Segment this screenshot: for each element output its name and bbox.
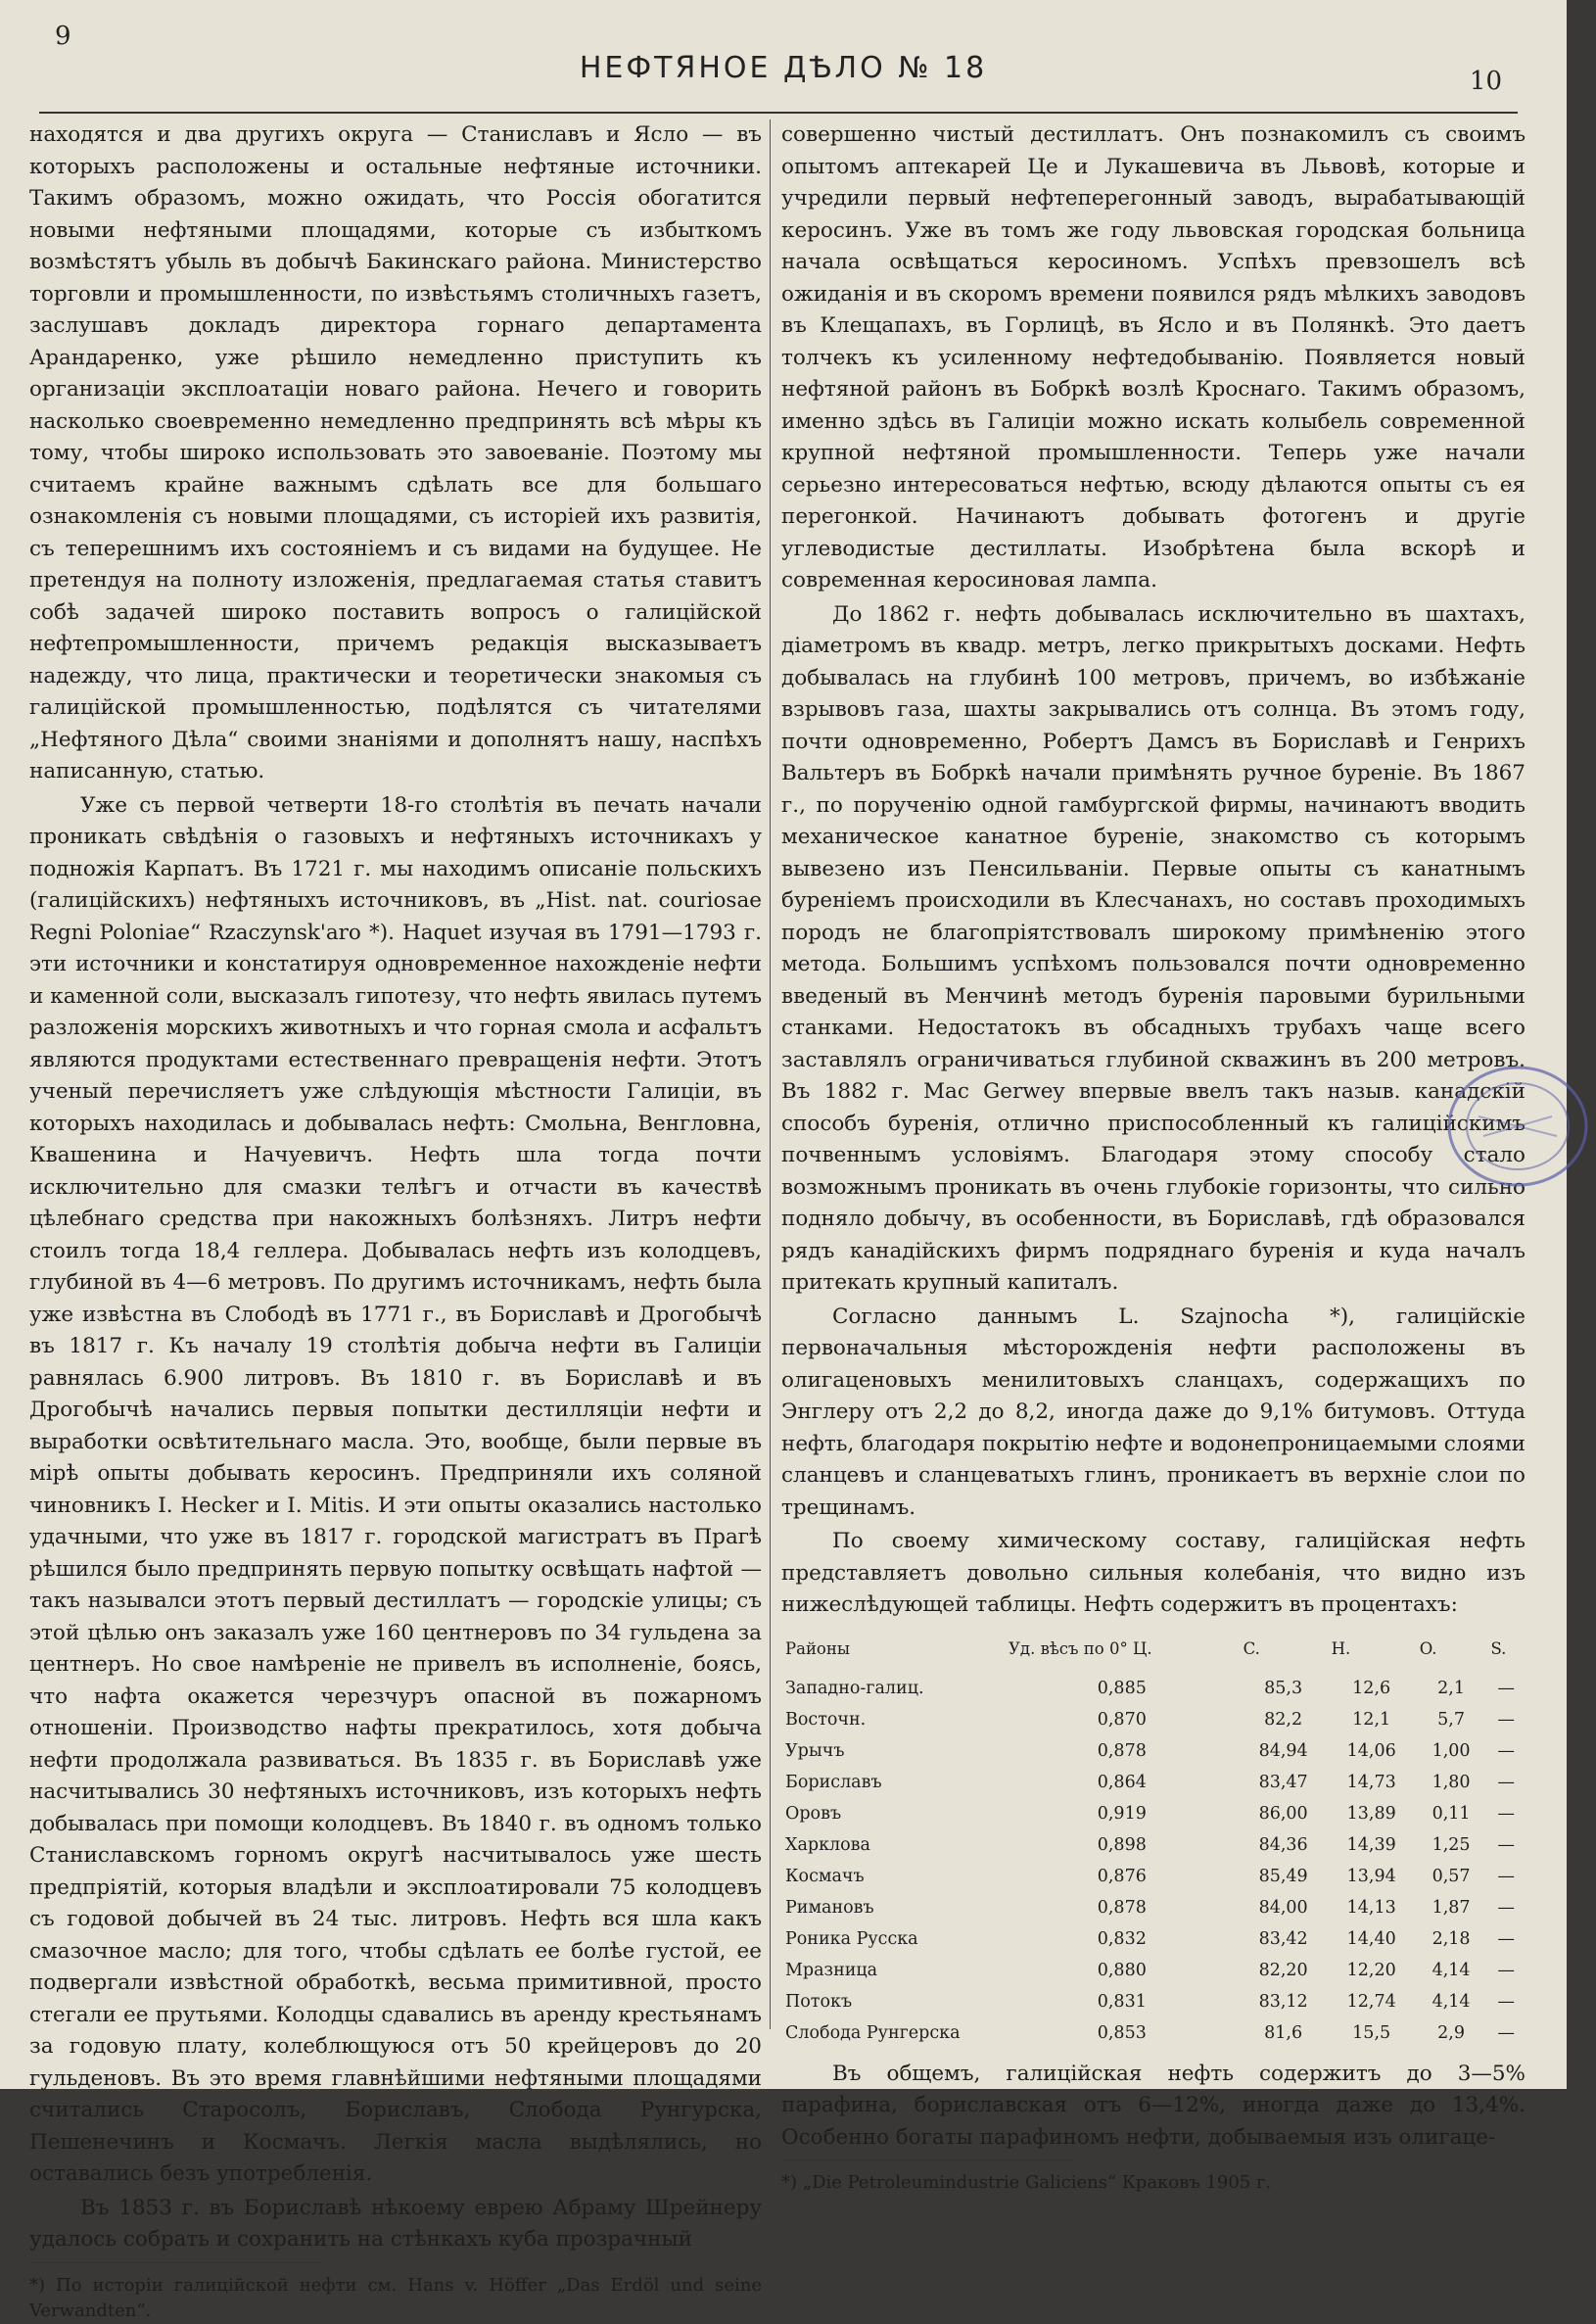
district-name-cell: Роника Русска: [785, 1928, 918, 1949]
value-cell: 1,80: [1432, 1772, 1471, 1792]
header-sulfur: S.: [1490, 1638, 1507, 1658]
value-cell: 0,919: [1097, 1803, 1147, 1824]
district-name-cell: Потокъ: [785, 1991, 853, 2012]
district-name-cell: Космачъ: [785, 1866, 865, 1886]
value-cell: —: [1497, 1991, 1515, 2012]
table-row: [781, 1798, 1526, 1829]
district-name-cell: Бориславъ: [785, 1772, 882, 1792]
left-footnote: *) По исторіи галиційской нефти см. Hans v. Höffer „Das Erdöl und seine Verwandten“.: [29, 2274, 762, 2321]
header-districts: Районы: [785, 1638, 850, 1658]
value-cell: 84,36: [1258, 1834, 1308, 1855]
value-cell: 4,14: [1432, 1991, 1471, 2012]
value-cell: 15,5: [1352, 2022, 1391, 2043]
value-cell: —: [1497, 1709, 1515, 1730]
value-cell: 0,57: [1432, 1866, 1471, 1886]
value-cell: 0,870: [1097, 1709, 1147, 1730]
value-cell: 14,73: [1346, 1772, 1396, 1792]
value-cell: 12,1: [1352, 1709, 1391, 1730]
header-oxygen: O.: [1419, 1638, 1437, 1658]
value-cell: 14,13: [1346, 1897, 1396, 1918]
value-cell: 84,00: [1258, 1897, 1308, 1918]
value-cell: 2,18: [1432, 1928, 1471, 1949]
right-paragraph-4: По своему химическому составу, галиційская нефть представляетъ довольно сильныя колебанія, что видно изъ нижеслѣдующей таблицы. Нефть содержитъ въ процентахъ:: [781, 1529, 1526, 1617]
value-cell: —: [1497, 2022, 1515, 2043]
value-cell: 83,12: [1258, 1991, 1308, 2012]
value-cell: 4,14: [1432, 1960, 1471, 1980]
table-row: [781, 1673, 1526, 1704]
right-paragraph-5: Въ общемъ, галиційская нефть содержитъ до 3—5% парафина, бориславская отъ 6—12%, иногда даже до 13,4%. Особенно богаты парафиномъ нефти, добываемыя изъ олигаце-: [781, 2061, 1526, 2150]
value-cell: —: [1497, 1834, 1515, 1855]
table-row: [781, 1704, 1526, 1735]
right-footnote: *) „Die Petroleumindustrie Galiciens“ Краковъ 1905 г.: [781, 2172, 1272, 2193]
left-column: [29, 119, 762, 2324]
right-paragraph-3: Согласно даннымъ L. Szajnocha *), галиційскіе первоначальныя мѣсторожденія нефти расположены въ олигаценовыхъ менилитовыхъ сланцахъ, содержащихъ по Энглеру отъ 2,2 до 8,2, иногда даже до 9,1% битумовъ. Оттуда нефть, благодаря покрытію нефте и водонепроницаемыми слоями сланцевъ и сланцеватыхъ глинъ, проникаетъ въ верхніе слои по трещинамъ.: [781, 1304, 1526, 1520]
left-paragraph-3: Въ 1853 г. въ Бориславѣ нѣкоему еврею Абраму Шрейнеру удалось собрать и сохранить на стѣнкахъ куба прозрачный: [29, 2195, 762, 2252]
table-row: [781, 1892, 1526, 1923]
table-row: [781, 1735, 1526, 1767]
value-cell: 81,6: [1264, 2022, 1303, 2043]
table-body: [781, 1673, 1526, 2049]
right-paragraph-2: До 1862 г. нефть добывалась исключительно въ шахтахъ, діаметромъ въ квадр. метръ, легко прикрытыхъ досками. Нефть добывалась на глубинѣ 100 метровъ, причемъ, во избѣжаніе взрывовъ газа, шахты закрывались отъ солнца. Въ этомъ году, почти одновременно, Робертъ Дамсъ въ Бориславѣ и Генрихъ Вальтеръ въ Бобркѣ начали примѣнять ручное буреніе. Въ 1867 г., по порученію одной гамбургской фирмы, начинаютъ вводить механическое канатное буреніе, знакомство съ которымъ вывезено изъ Пенсильваніи. Первые опыты съ канатнымъ буреніемъ происходили въ Клесчанахъ, но составъ проходимыхъ породъ не благопріятствовалъ широкому примѣненію этого метода. Большимъ успѣхомъ пользовался почти одновременно введеный въ Менчинѣ методъ буренія паровыми бурильными станками. Недостатокъ въ обсадныхъ трубахъ чаще всего заставлялъ ограничиваться глубиной скважинъ въ 200 метровъ. Въ 1882 г. Mac Gerwey впервые ввелъ такъ назыв. канадскій способъ буренія, отлично приспособленный къ галиційскимъ почвеннымъ условіямъ. Благодаря этому способу стало возможнымъ проникать въ очень глубокіе горизонты, что сильно подняло добычу, въ особенности, въ Бориславѣ, гдѣ образовался рядъ канадійскихъ фирмъ подряднаго буренія и куда началъ притекать крупный капиталъ.: [781, 601, 1526, 1295]
table-header-row: [781, 1634, 1526, 1673]
value-cell: 12,74: [1346, 1991, 1396, 2012]
value-cell: 1,25: [1432, 1834, 1471, 1855]
value-cell: —: [1497, 1772, 1515, 1792]
value-cell: 82,2: [1264, 1709, 1303, 1730]
value-cell: 12,20: [1346, 1960, 1396, 1980]
value-cell: 14,40: [1346, 1928, 1396, 1949]
value-cell: —: [1497, 1678, 1515, 1698]
left-paragraph-2: Уже съ первой четверти 18-го столѣтія въ печать начали проникать свѣдѣнія о газовыхъ и нефтяныхъ источникахъ у подножія Карпатъ. Въ 1721 г. мы находимъ описаніе польскихъ (галиційскихъ) нефтяныхъ источниковъ, въ „Hist. nat. couriosae Regni Poloniae“ Rzaczynsk'aro *). Haquet изучая въ 1791—1793 г. эти источники и констатируя одновременное нахожденіе нефти и каменной соли, высказалъ гипотезу, что нефть явилась путемъ разложенія морскихъ животныхъ и что горная смола и асфальтъ являются продуктами естественнаго превращенія нефти. Этотъ ученый перечисляетъ уже слѣдующія мѣстности Галиціи, въ которыхъ находилась и добывалась нефть: Смольна, Венгловна, Квашенина и Начуевичъ. Нефть шла тогда почти исключительно для смазки телѣгъ и отчасти въ качествѣ цѣлебнаго средства при накожныхъ болѣзняхъ. Литръ нефти стоилъ тогда 18,4 геллера. Добывалась нефть изъ колодцевъ, глубиной въ 4—6 метровъ. По другимъ источникамъ, нефть была уже извѣстна въ Слободѣ въ 1771 г., въ Бориславѣ и Дрогобычѣ въ 1817 г. Къ началу 19 столѣтія добыча нефти въ Галиціи равнялась 6.900 литровъ. Въ 1810 г. въ Бориславѣ и въ Дрогобычѣ начались первыя попытки дестилляціи нефти и выработки освѣтительнаго масла. Это, вообще, были первые въ мірѣ опыты добывать керосинъ. Предприняли ихъ соляной чиновникъ I. Hecker и I. Mitis. И эти опыты оказались настолько удачными, что уже въ 1817 г. городской магистратъ въ Прагѣ рѣшился было предпринять первую попытку освѣщать нафтой — такъ называлси этотъ первый дестиллатъ — городскіе улицы; съ этой цѣлью онъ заказалъ уже 160 центнеровъ по 34 гульдена за центнеръ. Но свое намѣреніе не привелъ въ исполненіе, боясь, что нафта окажется черезчуръ опасной въ пожарномъ отношеніи. Производство нафты прекратилось, хотя добыча нефти продолжала развиваться. Въ 1835 г. въ Бориславѣ уже насчитывались 30 нефтяныхъ источниковъ, изъ которыхъ нефть добывалась при помощи колодцевъ. Въ 1840 г. въ одномъ только Станиславскомъ горномъ округѣ насчитывалось уже шесть предпріятій, которыя владѣли и эксплоатировали 75 колодцевъ съ годовой добычей въ 24 тыс. литровъ. Нефть вся шла какъ смазочное масло; для того, чтобы сдѣлать ее болѣе густой, ее подвергали извѣстной обработкѣ, весьма примитивной, просто стегали ее прутьями. Колодцы сдавались въ аренду крестьянамъ за годовую плату, колеблющуюся отъ 50 крейцеровъ до 20 гульденовъ. Въ это время главнѣйшими нефтяными площадями считались Старосолъ, Бориславъ, Слобода Рунгурска, Пешенечинъ и Космачъ. Легкія масла выдѣлялись, но оставались безъ употребленія.: [29, 792, 762, 2186]
footnote-rule-left: [29, 2262, 323, 2263]
district-name-cell: Урычъ: [785, 1740, 845, 1761]
header-carbon: C.: [1243, 1638, 1260, 1658]
right-column: [781, 119, 1526, 2196]
district-name-cell: Слобода Рунгерска: [785, 2022, 961, 2043]
table-row: [781, 1767, 1526, 1798]
district-name-cell: Оровъ: [785, 1803, 842, 1824]
right-paragraph-1: совершенно чистый дестиллатъ. Онъ познакомилъ съ своимъ опытомъ аптекарей Це и Лукашевича въ Львовѣ, которые и учредили первый нефтеперегонный заводъ, вырабатывающій керосинъ. Уже въ томъ же году львовская городская больница начала освѣщаться керосиномъ. Успѣхъ превзошелъ всѣ ожиданія и въ скоромъ времени появился рядъ мѣлкихъ заводовъ въ Клещапахъ, въ Горлицѣ, въ Ясло и въ Полянкѣ. Это даетъ толчекъ къ усиленному нефтедобыванію. Появляется новый нефтяной районъ въ Бобркѣ возлѣ Кроснаго. Такимъ образомъ, именно здѣсь въ Галиціи можно искать колыбель современной крупной нефтяной промышленности. Теперь уже начали серьезно интересоваться нефтью, всюду дѣлаются опыты съ ея перегонкой. Начинаютъ добывать фотогенъ и другіе углеводистые дестиллаты. Изобрѣтена была вскорѣ и современная керосиновая лампа.: [781, 122, 1526, 593]
district-name-cell: Восточн.: [785, 1709, 867, 1730]
value-cell: 83,47: [1258, 1772, 1308, 1792]
value-cell: 0,831: [1097, 1991, 1147, 2012]
value-cell: 1,00: [1432, 1740, 1471, 1761]
value-cell: 12,6: [1352, 1678, 1391, 1698]
value-cell: 13,94: [1346, 1866, 1396, 1886]
table-row: [781, 1829, 1526, 1861]
value-cell: 0,864: [1097, 1772, 1147, 1792]
left-paragraph-1: находятся и два другихъ округа — Станиславъ и Ясло — въ которыхъ расположены и остальные нефтяные источники. Такимъ образомъ, можно ожидать, что Россія обогатится новыми нефтяными площадями, которые съ избыткомъ возмѣстятъ убыль въ добычѣ Бакинскаго района. Министерство торговли и промышленности, по извѣстьямъ столичныхъ газетъ, заслушавъ докладъ директора горнаго департамента Арандаренко, уже рѣшило немедленно приступить къ организаціи эксплоатаціи новаго района. Нечего и говорить насколько своевременно немедленно предпринять всѣ мѣры къ тому, чтобы широко использовать это завоеваніе. Поэтому мы считаемъ крайне важнымъ сдѣлать все для большаго ознакомленія съ новыми площадями, съ исторіей ихъ развитія, съ теперешнимъ ихъ состояніемъ и съ видами на будущее. Не претендуя на полноту изложенія, предлагаемая статья ставитъ собѣ задачей широко поставить вопросъ о галиційской нефтепромышленности, причемъ редакція высказываетъ надежду, что лица, практически и теоретически знакомыя съ галиційской промышленностью, подѣлятся съ читателями „Нефтяного Дѣла“ своими знаніями и дополнятъ нашу, наспѣхъ написанную, статью.: [29, 122, 762, 783]
value-cell: —: [1497, 1803, 1515, 1824]
library-stamp: [1439, 1058, 1596, 1195]
district-name-cell: Мразница: [785, 1960, 878, 1980]
table-row: [781, 1923, 1526, 1955]
header-specific-gravity: Уд. вѣсъ по 0° Ц.: [1009, 1638, 1152, 1658]
table-row: [781, 1861, 1526, 1892]
value-cell: 2,9: [1437, 2022, 1465, 2043]
district-name-cell: Западно-галиц.: [785, 1678, 924, 1698]
footnote-rule-right: [781, 2159, 1075, 2160]
value-cell: —: [1497, 1960, 1515, 1980]
district-name-cell: Римановъ: [785, 1897, 874, 1918]
value-cell: 0,885: [1097, 1678, 1147, 1698]
table-row: [781, 1955, 1526, 1986]
value-cell: 0,11: [1432, 1803, 1471, 1824]
value-cell: 0,878: [1097, 1740, 1147, 1761]
header-rule: [39, 112, 1518, 114]
value-cell: —: [1497, 1928, 1515, 1949]
value-cell: 13,89: [1346, 1803, 1396, 1824]
value-cell: 1,87: [1432, 1897, 1471, 1918]
value-cell: 85,3: [1264, 1678, 1303, 1698]
value-cell: 0,898: [1097, 1834, 1147, 1855]
oil-composition-table: [781, 1634, 1526, 2049]
district-name-cell: Харклова: [785, 1834, 870, 1855]
value-cell: 82,20: [1258, 1960, 1308, 1980]
value-cell: —: [1497, 1897, 1515, 1918]
journal-title: НЕФТЯНОЕ ДѢЛО № 18: [579, 51, 988, 85]
value-cell: 0,876: [1097, 1866, 1147, 1886]
value-cell: 84,94: [1258, 1740, 1308, 1761]
value-cell: 85,49: [1258, 1866, 1308, 1886]
value-cell: 5,7: [1437, 1709, 1465, 1730]
value-cell: 0,832: [1097, 1928, 1147, 1949]
value-cell: 86,00: [1258, 1803, 1308, 1824]
value-cell: —: [1497, 1866, 1515, 1886]
page-header: [29, 18, 1537, 116]
page-number-left: 9: [55, 22, 71, 51]
value-cell: 0,878: [1097, 1897, 1147, 1918]
value-cell: 14,39: [1346, 1834, 1396, 1855]
table-row: [781, 1986, 1526, 2017]
value-cell: 83,42: [1258, 1928, 1308, 1949]
value-cell: —: [1497, 1740, 1515, 1761]
value-cell: 2,1: [1437, 1678, 1465, 1698]
value-cell: 14,06: [1346, 1740, 1396, 1761]
value-cell: 0,853: [1097, 2022, 1147, 2043]
value-cell: 0,880: [1097, 1960, 1147, 1980]
column-divider: [770, 119, 771, 2029]
header-hydrogen: H.: [1331, 1638, 1351, 1658]
page-number-right: 10: [1469, 67, 1502, 96]
table-row: [781, 2017, 1526, 2049]
